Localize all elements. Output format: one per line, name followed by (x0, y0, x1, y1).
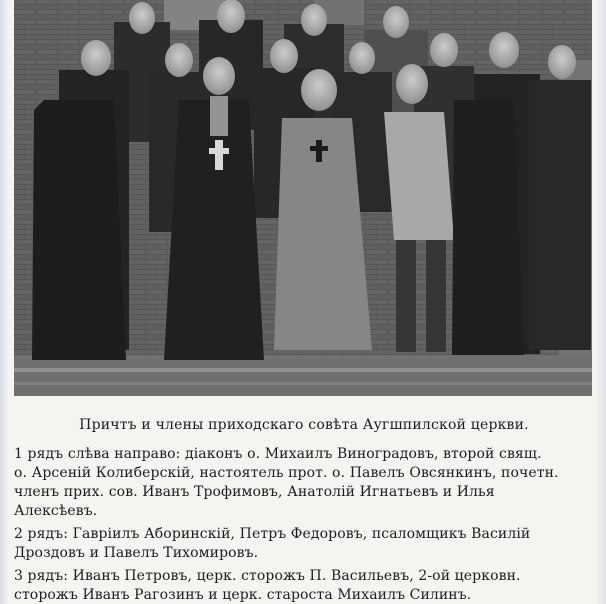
group-photo-illustration (14, 0, 592, 396)
caption-row-3 (14, 567, 594, 604)
caption-line: 1 рядъ слѣва направо: діаконъ о. Михаилъ Виноградовъ, второй свящ. (14, 446, 542, 462)
caption-line: 2 рядъ: Гавріилъ Аборинскій, Петръ Федоровъ, псаломщикъ Василій (14, 526, 531, 542)
caption-title: Причтъ и члены приходскаго совѣта Аугшпилской церкви. (79, 417, 529, 433)
photo-caption (14, 404, 594, 604)
caption-row-1 (14, 445, 594, 521)
caption-line: Алексѣевъ. (14, 503, 98, 519)
group-photograph (14, 0, 592, 396)
caption-line: о. Арсеній Колиберскій, настоятель прот. о. Павелъ Овсянкинъ, почетн. (14, 465, 559, 481)
caption-line: сторожъ Иванъ Рагозинъ и церк. староста Михаилъ Силинъ. (14, 587, 472, 603)
scan-edge-left (0, 0, 8, 604)
scan-edge-right (596, 0, 606, 604)
caption-line: Дроздовъ и Павелъ Тихомировъ. (14, 545, 259, 561)
caption-line: членъ прих. сов. Иванъ Трофимовъ, Анатолій Игнатьевъ и Илья (14, 484, 495, 500)
caption-row-2 (14, 525, 594, 563)
caption-line: 3 рядъ: Иванъ Петровъ, церк. сторожъ П. Васильевъ, 2-ой церковн. (14, 568, 521, 584)
